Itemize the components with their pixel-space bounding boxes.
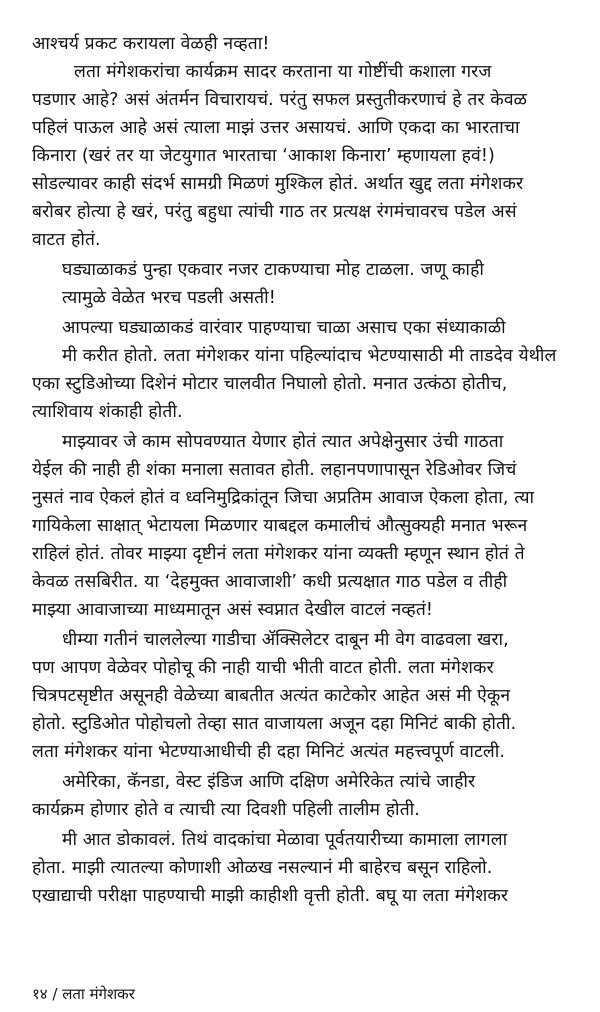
text-line: वाटत होतं. <box>32 230 101 250</box>
text-line: केवळ तसबिरीत. या ‘देहमुक्त आवाजाशी’ कधी प्रत्यक्षात गाठ पडेल व तीही <box>32 572 508 592</box>
text-line: त्याशिवाय शंकाही होती. <box>32 402 183 422</box>
text-line: त्यामुळे वेळेत भरच पडली असती! <box>62 288 276 308</box>
text-line: माझ्यावर जे काम सोपवण्यात येणार होतं त्यात अपेक्षेनुसार उंची गाठता <box>62 432 504 452</box>
text-line: आश्चर्य प्रकट करायला वेळही नव्हता! <box>32 34 270 54</box>
text-line: घड्याळाकडं पुन्हा एकवार नजर टाकण्याचा मोह टाळला. जणू काही <box>62 260 484 280</box>
text-line: आपल्या घड्याळाकडं वारंवार पाहण्याचा चाळा असाच एका संध्याकाळी <box>62 318 506 338</box>
text-line: राहिलं होतं. तोवर माझ्या दृष्टीनं लता मंगेशकर यांना व्यक्ती म्हणून स्थान होतं ते <box>32 544 525 564</box>
text-line: गायिकेला साक्षात् भेटायला मिळणार याबद्दल कमालीचं औत्सुक्यही मनात भरून <box>32 516 528 536</box>
text-line: येईल की नाही ही शंका मनाला सतावत होती. लहानपणापासून रेडिओवर जिचं <box>32 460 517 480</box>
text-line: किनारा (खरं तर या जेटयुगात भारताचा ‘आकाश किनारा’ म्हणायला हवं!) <box>32 146 495 166</box>
text-line: होतो. स्टुडिओत पोहोचलो तेव्हा सात वाजायला अजून दहा मिनिटं बाकी होती. <box>32 714 517 734</box>
text-line: माझ्या आवाजाच्या माध्यमातून असं स्वप्नात देखील वाटलं नव्हतं! <box>32 600 434 620</box>
text-line: अमेरिका, कॅनडा, वेस्ट इंडिज आणि दक्षिण अमेरिकेत त्यांचे जाहीर <box>62 772 476 792</box>
text-line: पहिलं पाऊल आहे असं त्याला माझं उत्तर असायचं. आणि एकदा का भारताचा <box>32 118 520 138</box>
text-line: पडणार आहे? असं अंतर्मन विचारायचं. परंतु सफल प्रस्तुतीकरणाचं हे तर केवळ <box>32 90 528 110</box>
page-footer: १४ / लता मंगेशकर <box>32 985 135 1003</box>
text-line: कार्यक्रम होणार होते व त्याची त्या दिवशी पहिली तालीम होती. <box>32 800 420 820</box>
text-line: मी आत डोकावलं. तिथं वादकांचा मेळावा पूर्वतयारीच्या कामाला लागला <box>62 830 508 850</box>
text-line: पण आपण वेळेवर पोहोचू की नाही याची भीती वाटत होती. लता मंगेशकर <box>32 658 494 678</box>
text-line: लता मंगेशकर यांना भेटण्याआधीची ही दहा मिनिटं अत्यंत महत्त्वपूर्ण वाटली. <box>32 742 506 762</box>
text-line: धीम्या गतीनं चाललेल्या गाडीचा ॲक्सिलेटर दाबून मी वेग वाढवला खरा, <box>62 630 509 650</box>
text-line: नुसतं नाव ऐकलं होतं व ध्वनिमुद्रिकांतून जिचा अप्रतिम आवाज ऐकला होता, त्या <box>32 488 535 508</box>
text-line: बरोबर होत्या हे खरं, परंतु बहुधा त्यांची गाठ तर प्रत्यक्ष रंगमंचावरच पडेल असं <box>32 202 517 222</box>
text-line: एखाद्याची परीक्षा पाहण्याची माझी काहीशी वृत्ती होती. बघू या लता मंगेशकर <box>32 886 509 906</box>
text-line: चित्रपटसृष्टीत असूनही वेळेच्या बाबतीत अत्यंत काटेकोर आहेत असं मी ऐकून <box>32 686 511 706</box>
text-line: होता. माझी त्यातल्या कोणाशी ओळख नसल्यानं मी बाहेरच बसून राहिलो. <box>32 858 493 878</box>
text-line: एका स्टुडिओच्या दिशेनं मोटार चालवीत निघालो होतो. मनात उत्कंठा होतीच, <box>32 374 508 394</box>
text-line: मी करीत होतो. लता मंगेशकर यांना पहिल्यांदाच भेटण्यासाठी मी ताडदेव येथील <box>62 346 557 366</box>
text-line: लता मंगेशकरांचा कार्यक्रम सादर करताना या गोष्टींची कशाला गरज <box>74 62 492 82</box>
text-line: सोडल्यावर काही संदर्भ सामग्री मिळणं मुश्किल होतं. अर्थात खुद्द लता मंगेशकर <box>32 174 524 194</box>
